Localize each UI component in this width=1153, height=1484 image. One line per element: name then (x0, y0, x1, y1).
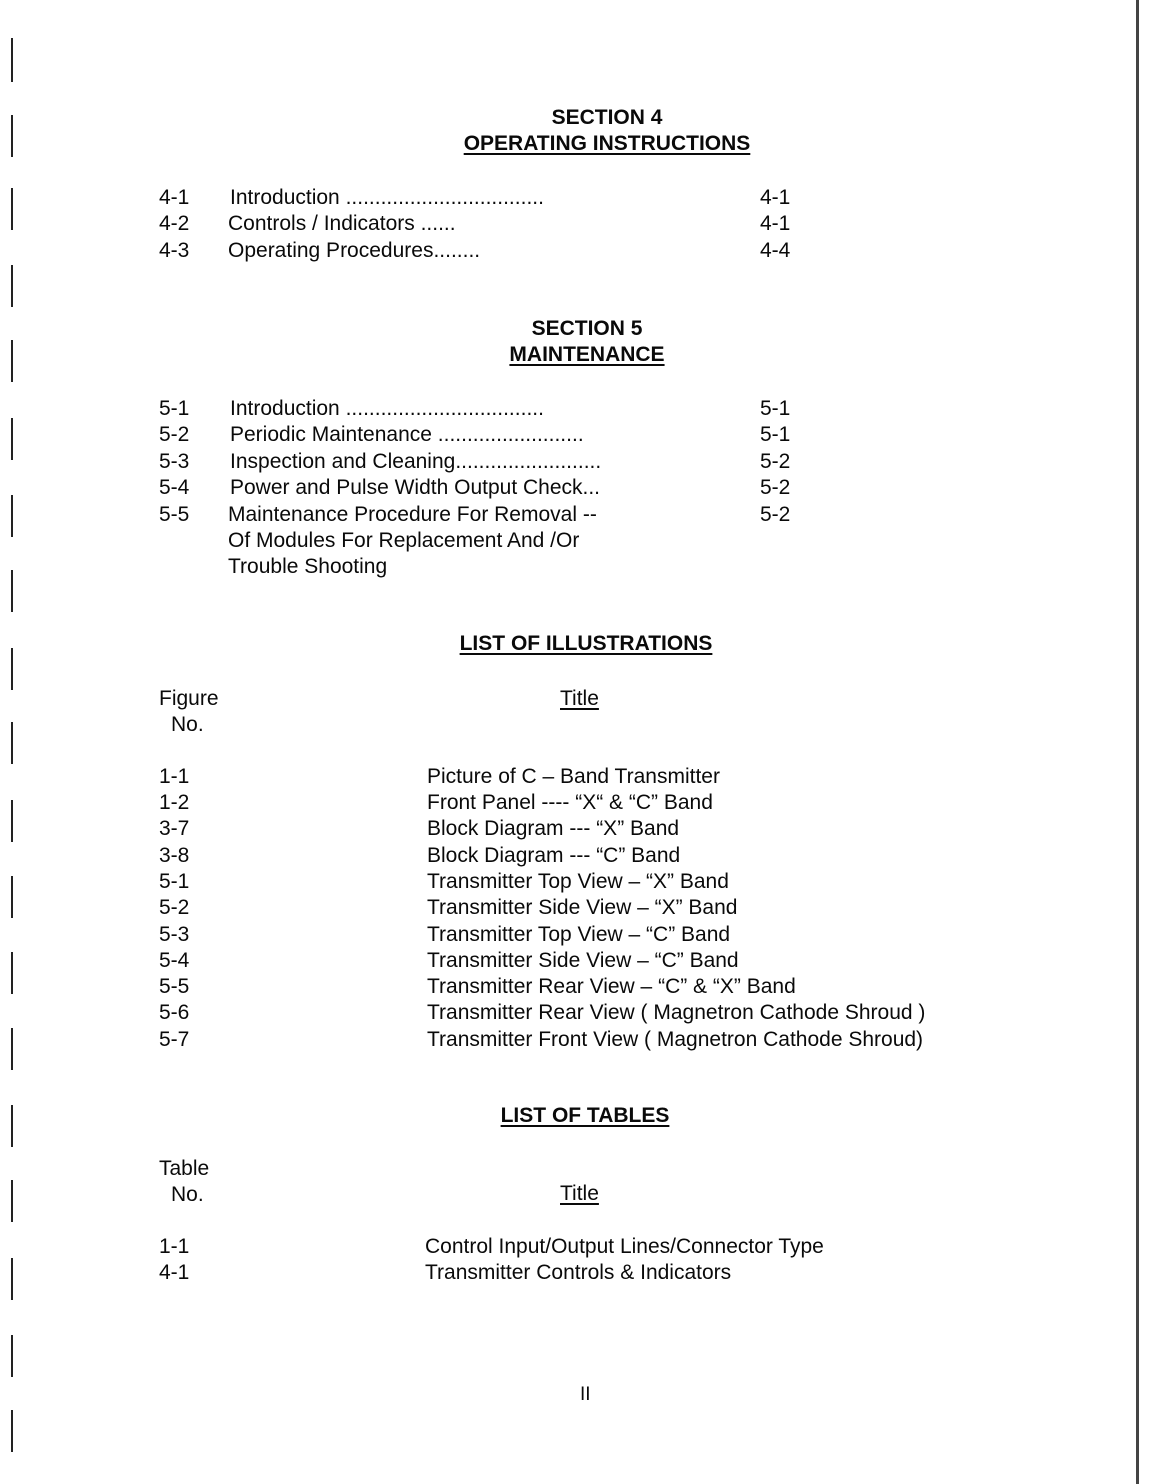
figure-number: 5-3 (159, 923, 190, 946)
figure-title: Block Diagram --- “C” Band (427, 844, 681, 867)
binder-mark (11, 570, 13, 612)
toc-entry-page: 5-1 (760, 423, 791, 446)
binder-mark (11, 495, 13, 537)
section4-heading: SECTION 4 (551, 106, 663, 129)
toc-entry-title: Power and Pulse Width Output Check... (230, 476, 601, 499)
binder-mark (11, 648, 13, 690)
toc-entry-page: 4-1 (760, 186, 791, 209)
figure-title: Transmitter Top View – “C” Band (427, 923, 731, 946)
figure-number: 5-2 (159, 896, 190, 919)
toc-entry-title: Introduction .................................. (230, 397, 544, 420)
page-edge (1136, 0, 1139, 1484)
table-title: Transmitter Controls & Indicators (425, 1261, 732, 1284)
binder-mark (11, 38, 13, 82)
figure-column-label: Figure (159, 687, 219, 710)
figure-number: 5-4 (159, 949, 190, 972)
table-number: 1-1 (159, 1235, 190, 1258)
toc-entry-number: 5-4 (159, 476, 190, 499)
toc-entry-page: 5-2 (760, 450, 791, 473)
figure-number: 1-2 (159, 791, 190, 814)
figure-number: 5-5 (159, 975, 190, 998)
table-title: Control Input/Output Lines/Connector Type (425, 1235, 824, 1258)
toc-entry-number: 5-1 (159, 397, 190, 420)
toc-entry-number: 5-2 (159, 423, 190, 446)
figure-title: Block Diagram --- “X” Band (427, 817, 680, 840)
toc-entry-number: 4-1 (159, 186, 190, 209)
binder-mark (11, 1105, 13, 1147)
toc-entry-page: 4-1 (760, 212, 791, 235)
figure-title: Transmitter Front View ( Magnetron Cathode Shroud) (427, 1028, 924, 1051)
figure-number: 3-7 (159, 817, 190, 840)
illustrations-title-label: Title (560, 687, 599, 710)
binder-mark (11, 115, 13, 157)
section5-subheading: MAINTENANCE (509, 343, 665, 366)
tables-title-label: Title (560, 1182, 599, 1205)
toc-entry-title: Inspection and Cleaning......................... (230, 450, 602, 473)
figure-column-label-no: No. (171, 713, 204, 736)
tables-heading: LIST OF TABLES (500, 1104, 670, 1127)
toc-entry-title-continuation: Trouble Shooting (228, 555, 388, 578)
binder-mark (11, 1410, 13, 1452)
figure-title: Transmitter Side View – “X” Band (427, 896, 738, 919)
table-column-label-no: No. (171, 1183, 204, 1206)
toc-entry-page: 5-2 (760, 503, 791, 526)
toc-entry-page: 5-1 (760, 397, 791, 420)
section4-subheading: OPERATING INSTRUCTIONS (463, 132, 751, 155)
binder-mark (11, 1180, 13, 1222)
toc-entry-number: 4-3 (159, 239, 190, 262)
toc-entry-title: Operating Procedures........ (228, 239, 481, 262)
page-number: II (580, 1384, 591, 1405)
figure-number: 5-6 (159, 1001, 190, 1024)
binder-mark (11, 722, 13, 764)
toc-entry-title: Controls / Indicators ...... (228, 212, 456, 235)
toc-entry-page: 5-2 (760, 476, 791, 499)
figure-number: 5-1 (159, 870, 190, 893)
table-column-label: Table (159, 1157, 210, 1180)
section5-heading: SECTION 5 (531, 317, 643, 340)
figure-title: Transmitter Rear View ( Magnetron Cathode Shroud ) (427, 1001, 926, 1024)
figure-title: Transmitter Top View – “X” Band (427, 870, 729, 893)
toc-entry-title-continuation: Of Modules For Replacement And /Or (228, 529, 580, 552)
figure-title: Picture of C – Band Transmitter (427, 765, 720, 788)
binder-mark (11, 1028, 13, 1070)
binder-mark (11, 952, 13, 994)
binder-mark (11, 418, 13, 460)
illustrations-heading: LIST OF ILLUSTRATIONS (459, 632, 713, 655)
toc-entry-title: Maintenance Procedure For Removal -- (228, 503, 597, 526)
binder-mark (11, 188, 13, 230)
toc-entry-page: 4-4 (760, 239, 791, 262)
toc-entry-number: 4-2 (159, 212, 190, 235)
binder-mark (11, 265, 13, 307)
toc-entry-title: Periodic Maintenance ......................... (230, 423, 584, 446)
figure-number: 5-7 (159, 1028, 190, 1051)
binder-mark (11, 340, 13, 382)
binder-mark (11, 1335, 13, 1377)
binder-mark (11, 800, 13, 842)
toc-entry-number: 5-3 (159, 450, 190, 473)
figure-number: 1-1 (159, 765, 190, 788)
figure-title: Transmitter Rear View – “C” & “X” Band (427, 975, 796, 998)
figure-title: Transmitter Side View – “C” Band (427, 949, 739, 972)
binder-mark (11, 1258, 13, 1300)
table-number: 4-1 (159, 1261, 190, 1284)
figure-title: Front Panel ---- “X“ & “C” Band (427, 791, 713, 814)
toc-entry-number: 5-5 (159, 503, 190, 526)
figure-number: 3-8 (159, 844, 190, 867)
toc-entry-title: Introduction .................................. (230, 186, 544, 209)
binder-mark (11, 876, 13, 918)
